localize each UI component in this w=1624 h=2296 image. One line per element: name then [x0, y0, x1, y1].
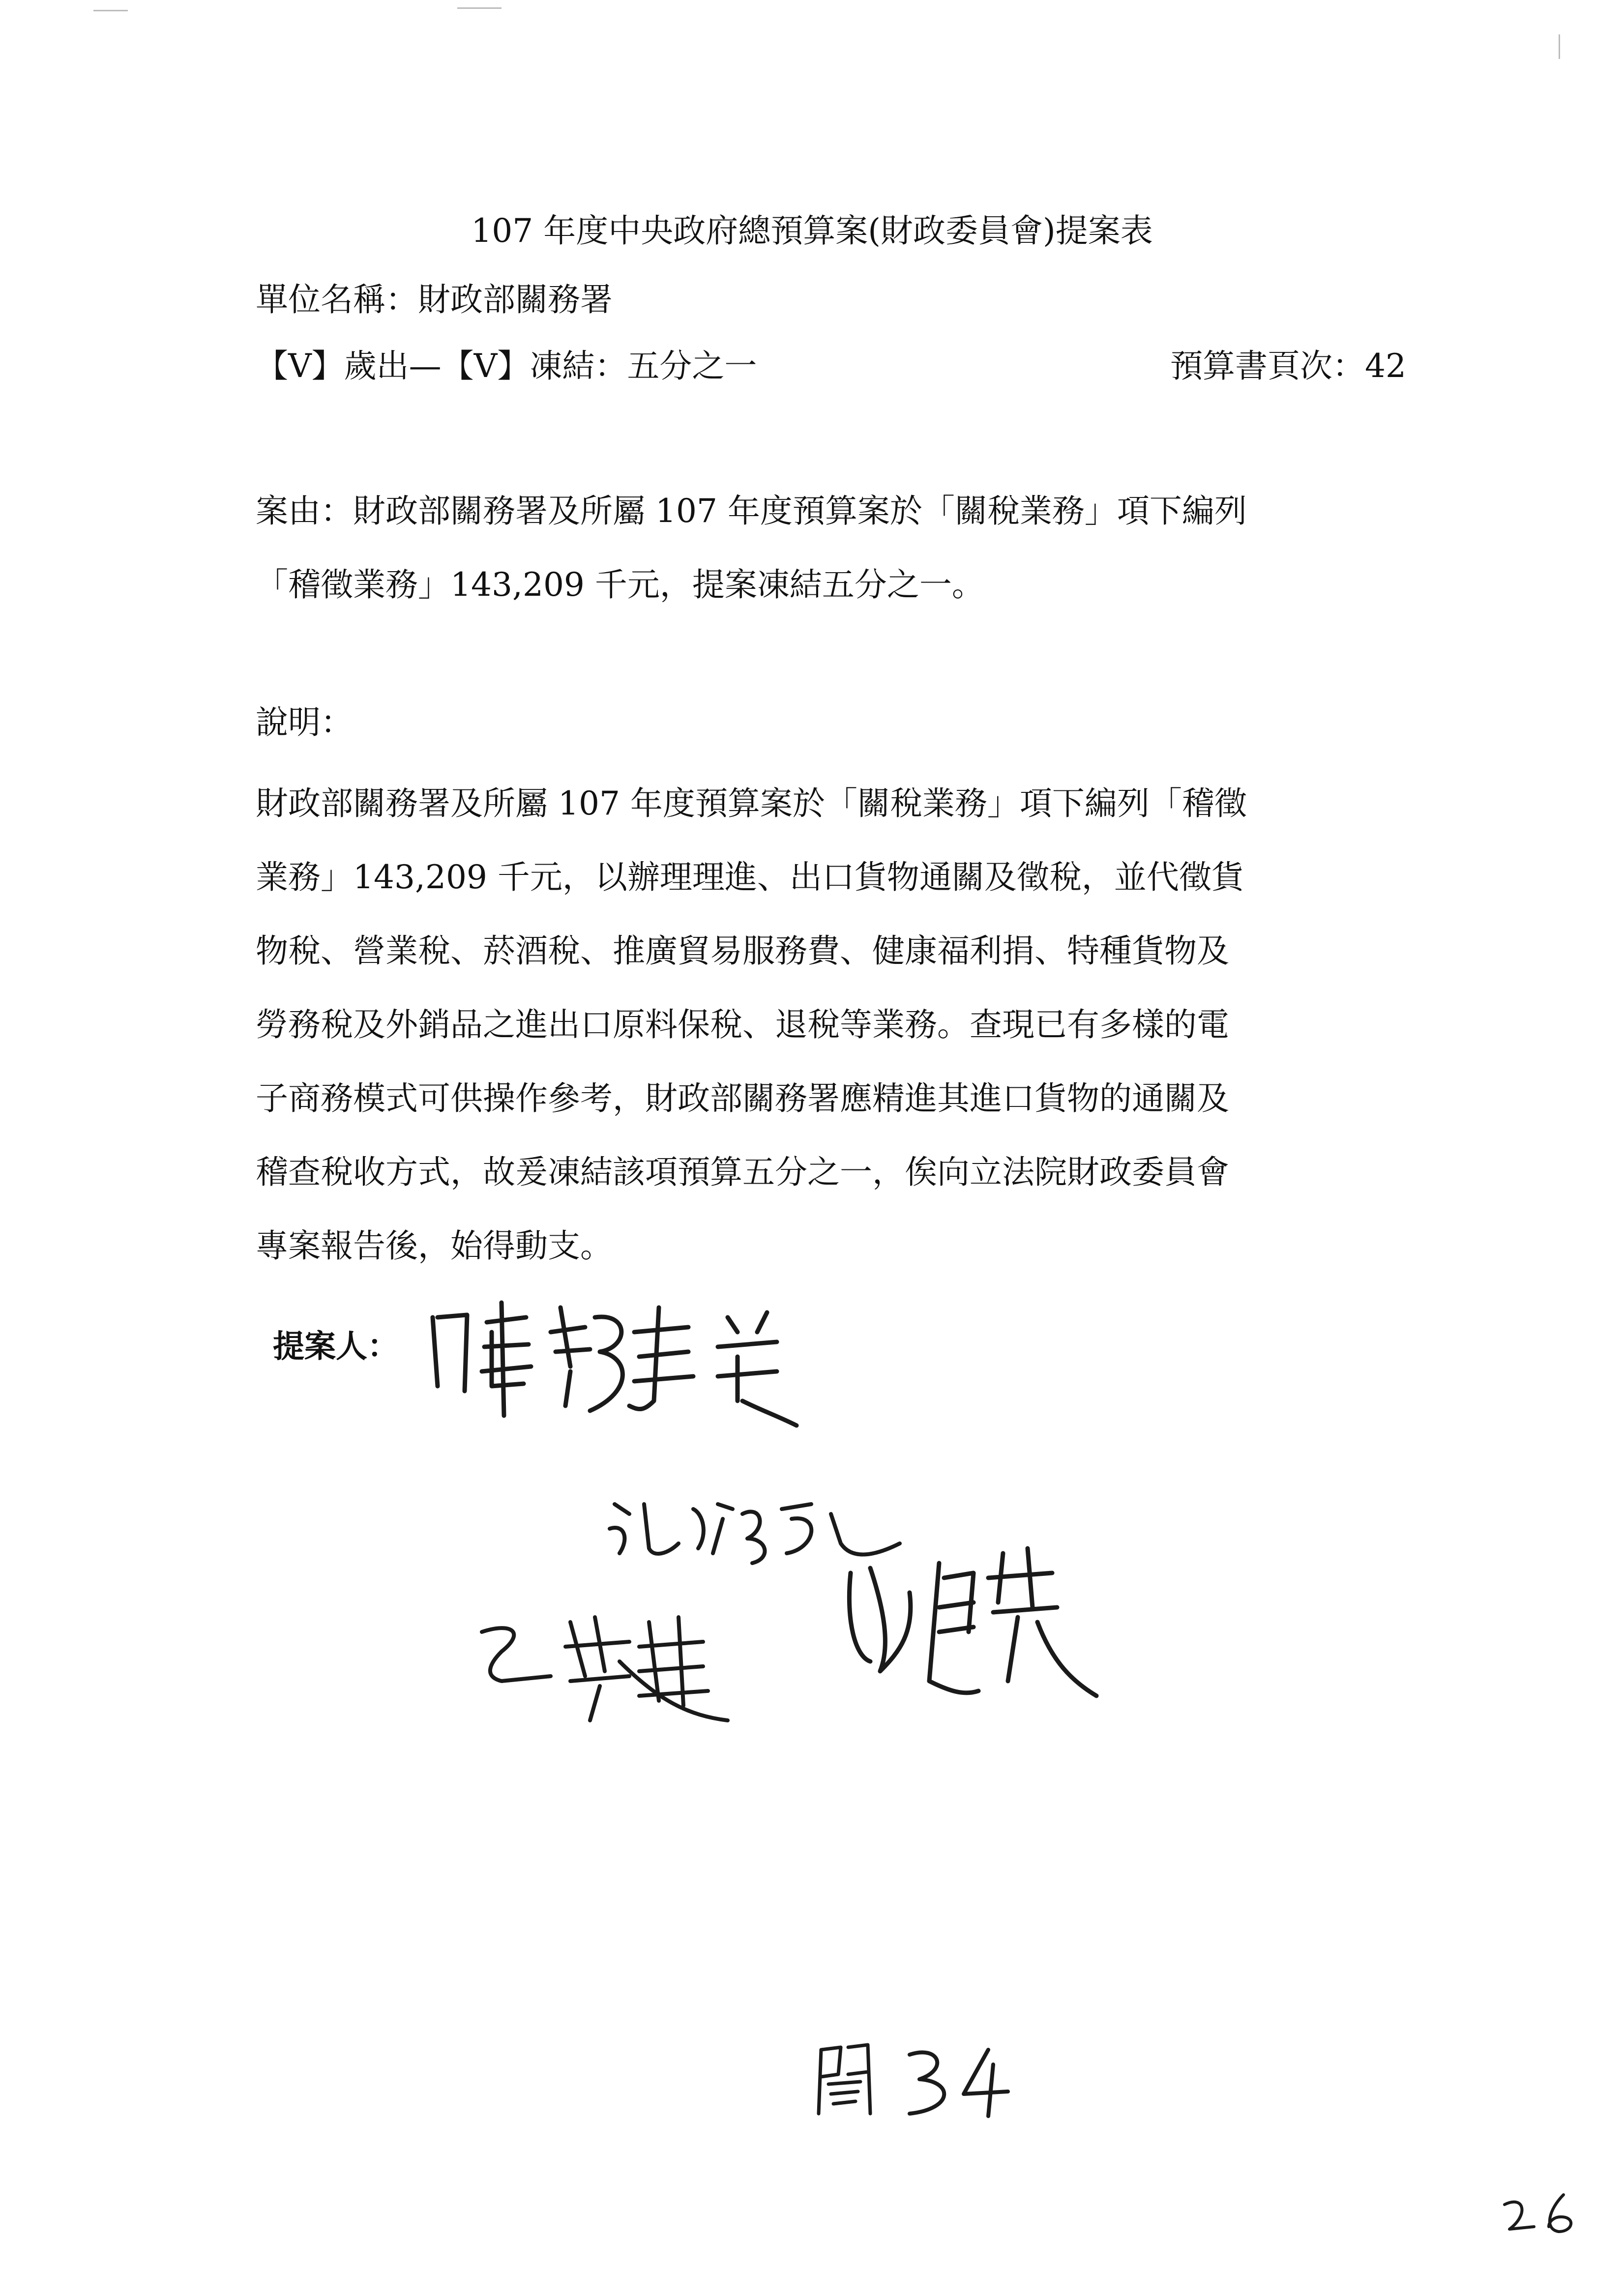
- unit-name-line: 單位名稱：財政部關務署: [256, 281, 613, 319]
- explanation-line: 物稅、營業稅、菸酒稅、推廣貿易服務費、健康福利捐、特種貨物及: [256, 932, 1229, 970]
- explanation-line: 子商務模式可供操作參考，財政部關務署應精進其進口貨物的通關及: [256, 1079, 1229, 1117]
- category-line: 【V】歲出—【V】凍結：五分之一: [256, 347, 757, 385]
- reason-line: 「稽徵業務」143,209 千元，提案凍結五分之一。: [256, 566, 984, 604]
- explanation-line: 財政部關務署及所屬 107 年度預算案於「關稅業務」項下編列「稽徵: [256, 785, 1247, 822]
- scan-mark: [457, 7, 502, 9]
- scan-mark: [1559, 34, 1560, 59]
- explanation-line: 稽查稅收方式，故爰凍結該項預算五分之一，俟向立法院財政委員會: [256, 1153, 1229, 1191]
- explanation-paragraph: [256, 767, 1406, 1283]
- document-title: 107 年度中央政府總預算案(財政委員會)提案表: [471, 212, 1153, 250]
- handwritten-mark: [811, 2035, 1018, 2119]
- explanation-line: 業務」143,209 千元，以辦理理進、出口貨物通關及徵稅，並代徵貨: [256, 858, 1244, 896]
- budget-page-ref: 預算書頁次：42: [1170, 347, 1406, 385]
- explanation-heading: 說明：: [256, 703, 353, 741]
- reason-line: 案由：財政部關務署及所屬 107 年度預算案於「關稅業務」項下編列: [256, 492, 1247, 530]
- handwritten-signature: [423, 1288, 826, 1435]
- explanation-line: 勞務稅及外銷品之進出口原料保稅、退稅等業務。查現已有多樣的電: [256, 1006, 1229, 1044]
- explanation-line: 專案報告後，始得動支。: [256, 1227, 613, 1265]
- handwritten-page-number: [1495, 2190, 1593, 2239]
- handwritten-signature: [841, 1534, 1126, 1720]
- category-row: [256, 344, 1406, 388]
- scan-mark: [93, 10, 128, 11]
- handwritten-signature: [472, 1602, 747, 1730]
- proposer-label: 提案人：: [273, 1329, 399, 1365]
